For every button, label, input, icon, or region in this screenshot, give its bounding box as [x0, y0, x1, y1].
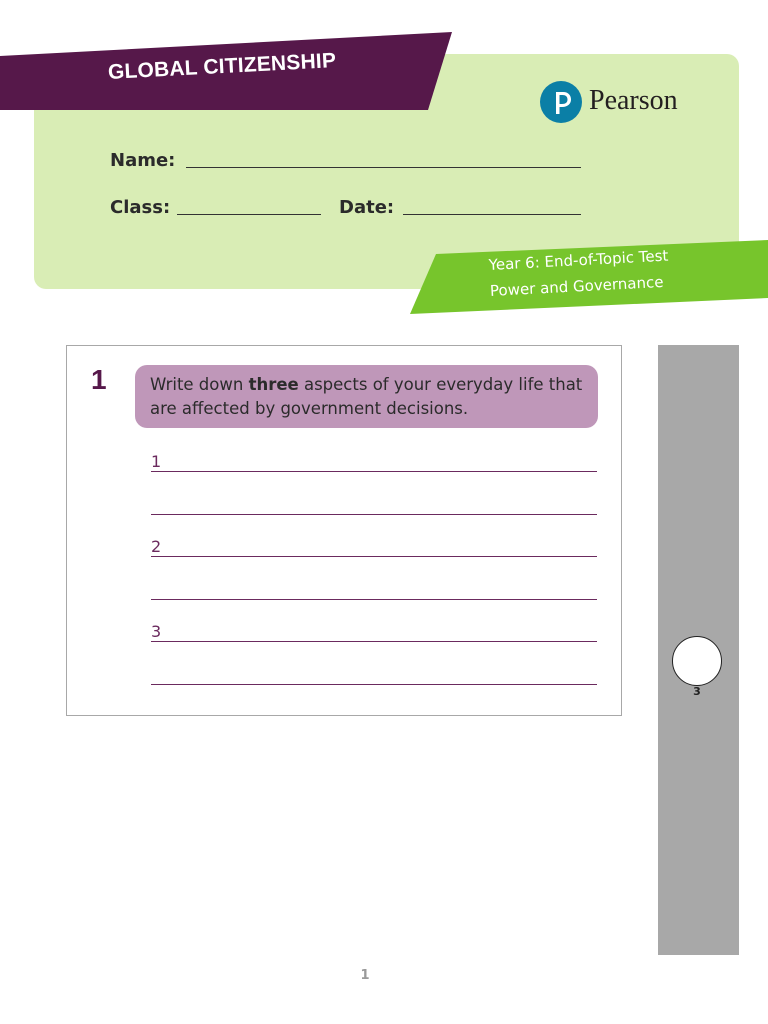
answer-number-1: 1: [151, 452, 162, 471]
answer-line-1b[interactable]: [151, 514, 597, 515]
answer-line-3b[interactable]: [151, 684, 597, 685]
question-text-bold: three: [248, 375, 299, 394]
class-label: Class:: [110, 197, 171, 218]
question-text-before: Write down: [150, 375, 249, 394]
date-label: Date:: [339, 197, 395, 218]
pearson-p-logo-icon: [540, 81, 582, 123]
answer-line-1a[interactable]: [151, 471, 597, 472]
question-text-after: aspects of your everyday life that are affected by government decisions.: [150, 375, 583, 418]
mark-circle[interactable]: [672, 636, 722, 686]
answer-number-2: 2: [151, 537, 162, 556]
name-field[interactable]: [186, 167, 581, 168]
answer-line-2a[interactable]: [151, 556, 597, 557]
answer-line-3a[interactable]: [151, 641, 597, 642]
answer-line-2b[interactable]: [151, 599, 597, 600]
name-label: Name:: [110, 150, 176, 171]
test-tag-text: [488, 243, 670, 304]
class-field[interactable]: [177, 214, 321, 215]
test-tag-line2: Power and Governance: [489, 272, 664, 300]
question-number: 1: [91, 364, 107, 395]
date-field[interactable]: [403, 214, 581, 215]
mark-total: 3: [693, 685, 701, 698]
subject-title: GLOBAL CITIZENSHIP: [107, 49, 337, 84]
question-text: [150, 373, 590, 421]
page-number: 1: [360, 968, 370, 983]
test-tag-line1: Year 6: End-of-Topic Test: [488, 246, 669, 274]
pearson-logo-text: Pearson: [589, 85, 678, 116]
answer-number-3: 3: [151, 622, 162, 641]
